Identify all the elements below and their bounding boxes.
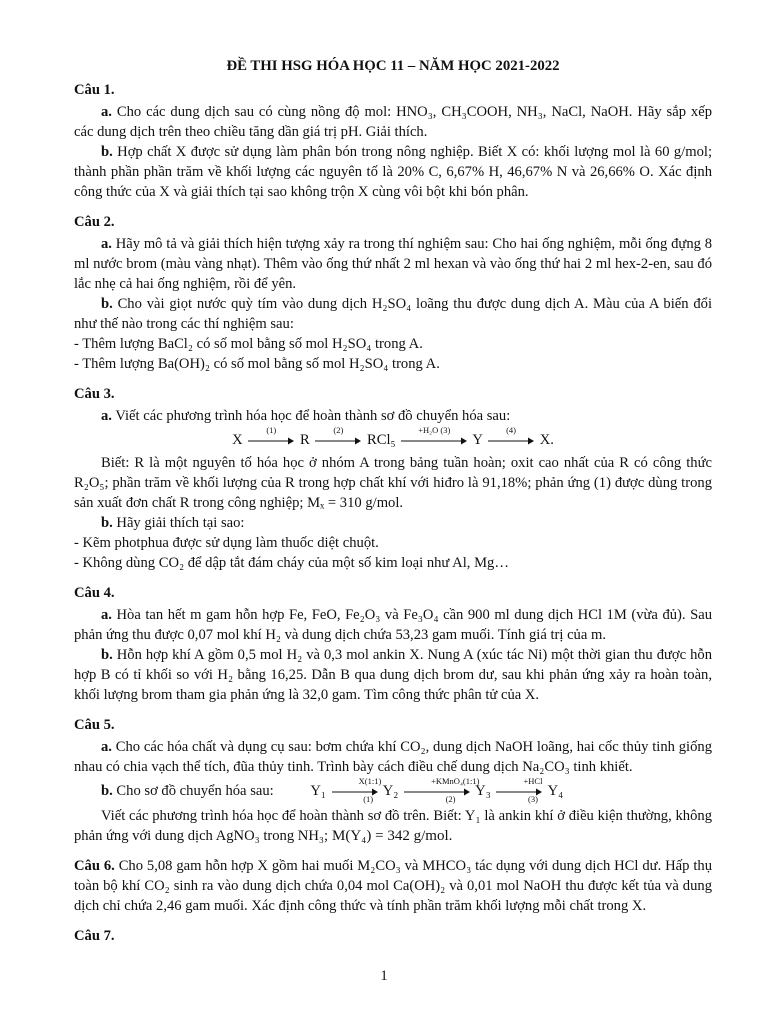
part-label: b.	[101, 646, 113, 663]
molar-mass-y4: M(Y₄) = 342 g/mol.	[332, 827, 453, 844]
part-label: b.	[101, 782, 113, 799]
species-y3: Y₃	[475, 782, 491, 799]
question-4	[74, 583, 712, 705]
question-2	[74, 212, 712, 374]
question-5	[74, 715, 712, 846]
conversion-scheme-2	[283, 775, 564, 804]
arrow-label: (3)	[528, 793, 538, 804]
arrow-label: (1)	[363, 793, 374, 804]
question-3b-item-1: - Kẽm photphua được sử dụng làm thuốc diệt chuột.	[74, 534, 379, 551]
conversion-scheme-1	[74, 424, 712, 451]
question-4a-text: Hòa tan hết m gam hỗn hợp Fe, FeO, Fe₂O₃ và Fe₃O₄ cần 900 ml dung dịch HCl 1M (vừa đủ). Sau phản ứng thu được 0,07 mol khí H₂ và dung dịch chứa 53,23 gam muối. Tính giá trị của m.	[74, 606, 712, 643]
question-7-heading: Câu 7.	[74, 927, 115, 944]
question-1a	[74, 102, 712, 142]
question-1b-text: Hợp chất X được sử dụng làm phân bón trong nông nghiệp. Biết X có: khối lượng mol là 60 g/mol; thành phần phần trăm về khối lượng các nguyên tố là 20% C, 6,67% H, 46,67% N và 26,66% O. Xác định công thức của X và giải thích tại sao không trộn X cùng vôi bột khi bón phân.	[74, 144, 712, 200]
species-x-end: X.	[539, 432, 554, 448]
species-y1: Y₁	[310, 782, 326, 799]
arrow-label: (1)	[266, 424, 277, 435]
species-y: Y	[472, 432, 483, 448]
question-1b	[74, 142, 712, 202]
question-5b-text: Cho sơ đồ chuyển hóa sau:	[112, 782, 274, 799]
reaction-arrow-1	[248, 424, 294, 451]
arrow-icon	[248, 437, 294, 445]
question-5-explanation-text: Viết các phương trình hóa học để hoàn thành sơ đồ trên. Biết: Y₁ là ankin khí ở điều kiện thường, không phản ứng với dung dịch AgNO₃ trong NH₃;	[74, 807, 712, 844]
question-3a	[74, 406, 712, 426]
question-2b-item-1: - Thêm lượng BaCl₂ có số mol bằng số mol H₂SO₄ trong A.	[74, 336, 423, 352]
question-5-heading: Câu 5.	[74, 716, 115, 733]
question-5a	[74, 737, 712, 777]
question-3b-text: Hãy giải thích tại sao:	[112, 514, 245, 531]
question-4-heading: Câu 4.	[74, 584, 115, 601]
species-y4: Y₄	[547, 782, 564, 799]
question-1	[74, 80, 712, 202]
question-6-heading: Câu 6.	[74, 857, 115, 874]
question-5-explanation	[74, 806, 712, 846]
question-2b-item-2: - Thêm lượng Ba(OH)₂ có số mol bằng số mol H₂SO₄ trong A.	[74, 356, 440, 372]
part-label: b.	[101, 296, 113, 312]
reaction-arrow-y3	[496, 775, 543, 804]
question-1-heading: Câu 1.	[74, 82, 115, 98]
question-6-body: Cho 5,08 gam hỗn hợp X gồm hai muối M₂CO₃ và MHCO₃ tác dụng với dung dịch HCl dư. Hấp thụ toàn bộ khí CO₂ sinh ra vào dung dịch chứa 0,04 mol Ca(OH)₂ và 0,01 mol NaOH thu được kết tủa và dung dịch chỉ chứa 2,46 gam muối. Xác định công thức và tính phần trăm khối lượng mỗi chất trong X.	[74, 857, 712, 914]
arrow-label: +HCl	[523, 775, 543, 786]
arrow-label: X(1:1)	[358, 775, 382, 786]
arrow-icon	[315, 437, 361, 445]
question-2a	[74, 234, 712, 294]
reaction-arrow-2	[315, 424, 361, 451]
part-label: a.	[101, 408, 112, 424]
question-3b-item-2: - Không dùng CO₂ để dập tắt đám cháy của một số kim loại như Al, Mg…	[74, 554, 509, 571]
species-y2: Y₂	[382, 782, 399, 799]
arrow-label: +KMnO₄(1:1)	[431, 775, 480, 786]
reaction-arrow-4	[488, 424, 534, 451]
arrow-icon	[401, 437, 467, 445]
question-1a-text: Cho các dung dịch sau có cùng nồng độ mol: HNO₃, CH₃COOH, NH₃, NaCl, NaOH. Hãy sắp xếp các dung dịch trên theo chiều tăng dần giá trị pH. Giải thích.	[74, 104, 712, 140]
arrow-label: (2)	[333, 424, 344, 435]
question-5b	[74, 775, 712, 804]
question-2a-text: Hãy mô tả và giải thích hiện tượng xảy ra trong thí nghiệm sau: Cho hai ống nghiệm, mỗi ống đựng 8 ml nước brom (màu vàng nhạt). Thêm vào ống thứ nhất 2 ml hexan và vào ống thứ hai 2 ml hex-2-en, sau đó lắc nhẹ cả hai ống nghiệm, rồi để yên.	[74, 236, 712, 292]
arrow-icon	[488, 437, 534, 445]
question-3a-text: Viết các phương trình hóa học để hoàn thành sơ đồ chuyển hóa sau:	[111, 408, 511, 424]
question-3b	[74, 513, 712, 533]
exam-title: ĐỀ THI HSG HÓA HỌC 11 – NĂM HỌC 2021-2022	[226, 58, 560, 74]
arrow-label: (2)	[445, 793, 456, 804]
reaction-arrow-y2	[404, 775, 480, 804]
species-rcl5: RCl₅	[367, 432, 396, 448]
question-4b-text: Hỗn hợp khí A gồm 0,5 mol H₂ và 0,3 mol ankin X. Nung A (xúc tác Ni) một thời gian thu được hỗn hợp B có tỉ khối so với H₂ bằng 16,25. Dẫn B qua dung dịch brom dư, sau khi phản ứng xảy ra hoàn toàn, khối lượng brom tham gia phản ứng là 32,0 gam. Tìm công thức phân tử của X.	[74, 646, 712, 703]
question-4a	[74, 605, 712, 645]
part-label: a.	[101, 104, 112, 120]
part-label: b.	[101, 514, 113, 531]
question-2-heading: Câu 2.	[74, 214, 115, 230]
reaction-arrow-3	[401, 424, 467, 451]
arrow-label: +H₂O (3)	[418, 424, 451, 435]
question-3-heading: Câu 3.	[74, 386, 115, 402]
reaction-arrow-y1	[332, 775, 382, 804]
species-r: R	[299, 432, 310, 448]
question-5a-text: Cho các hóa chất và dụng cụ sau: bơm chứa khí CO₂, dung dịch NaOH loãng, hai cốc thủy tinh giống nhau có chia vạch thể tích, đũa thủy tinh. Trình bày cách điều chế dung dịch Na₂CO₃ tinh khiết.	[74, 738, 712, 775]
question-7	[74, 926, 712, 946]
question-6	[74, 856, 712, 916]
part-label: b.	[101, 144, 113, 160]
question-2b-text: Cho vài giọt nước quỳ tím vào dung dịch H₂SO₄ loãng thu được dung dịch A. Màu của A biến đổi như thế nào trong các thí nghiệm sau:	[74, 296, 712, 332]
part-label: a.	[101, 236, 112, 252]
species-x: X	[232, 432, 243, 448]
page-number: 1	[380, 968, 388, 984]
question-3	[74, 384, 712, 573]
arrow-label: (4)	[506, 424, 516, 435]
part-label: a.	[101, 738, 112, 755]
part-label: a.	[101, 606, 112, 623]
question-6-text	[74, 856, 712, 916]
question-2b	[74, 294, 712, 334]
question-3-explanation: Biết: R là một nguyên tố hóa học ở nhóm A trong bảng tuần hoàn; oxit cao nhất của R có công thức R₂O₅; phần trăm về khối lượng của R trong hợp chất khí với hiđro là 91,18%; phản ứng (1) được dùng trong sản xuất đơn chất R trong công nghiệp; Mₓ = 310 g/mol.	[74, 454, 712, 511]
question-4b	[74, 645, 712, 705]
